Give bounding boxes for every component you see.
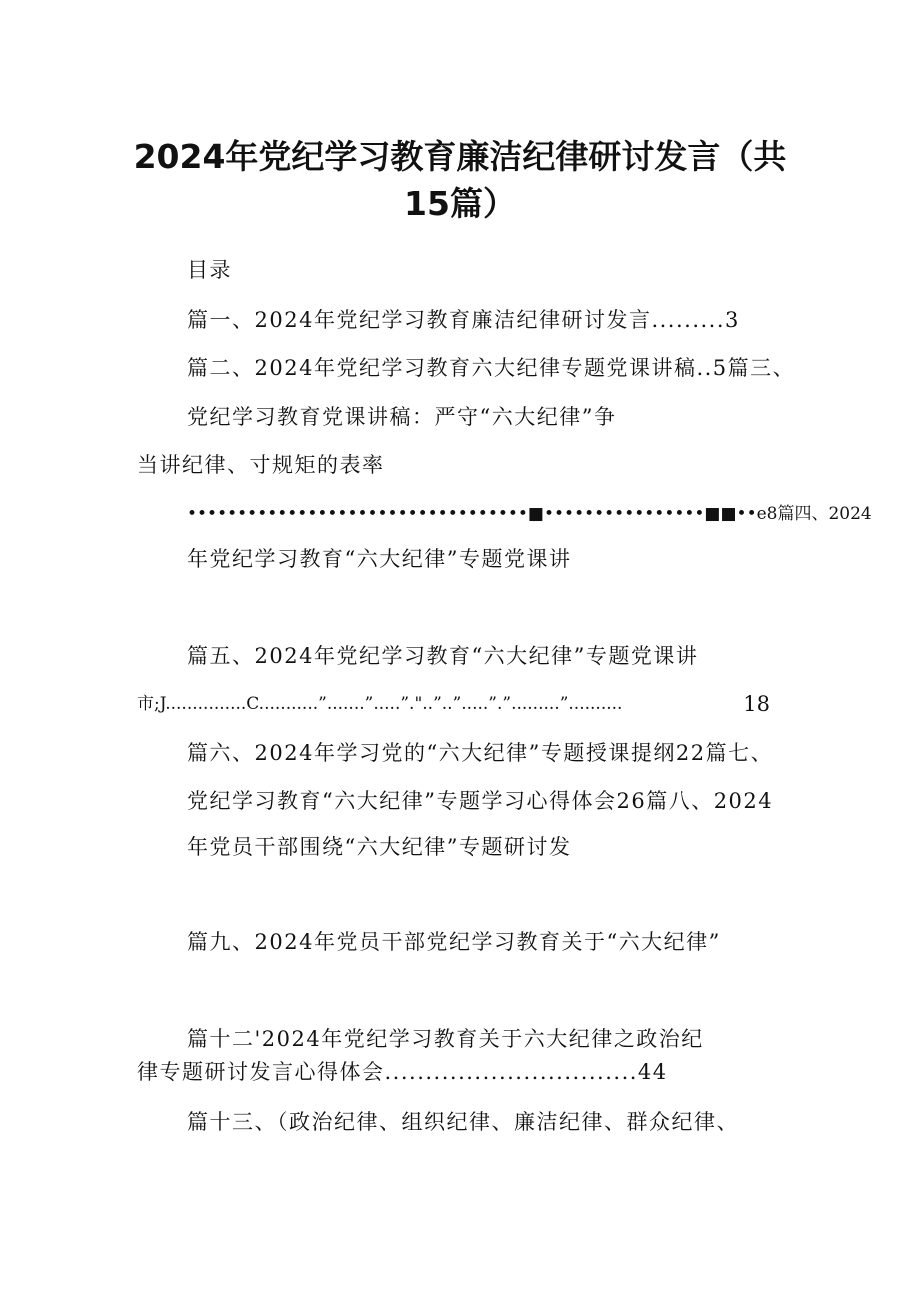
toc-entry-1: 篇一、2024年党纪学习教育廉洁纪律研讨发言.........3 (187, 308, 740, 332)
document-title-line-2: 15篇） (404, 184, 516, 223)
toc-entry-8: 年党员干部围绕“六大纪律”专题研讨发 (187, 835, 572, 859)
toc-entry-7: 党纪学习教育“六大纪律”专题学习心得体会26篇八、2024 (187, 789, 774, 813)
toc-entry-5a: 篇五、2024年党纪学习教育“六大纪律”专题党课讲 (187, 644, 699, 668)
toc-entry-13: 篇十三、（政治纪律、组织纪律、廉洁纪律、群众纪律、 (187, 1110, 739, 1134)
toc-entry-3b: 当讲纪律、寸规矩的表率 (137, 453, 385, 477)
toc-entry-9: 篇九、2024年党员干部党纪学习教育关于“六大纪律” (187, 930, 721, 954)
toc-entry-3-leader: ••••••••••••••••••••••••••••••••••■••••••••••••••••■■••e8篇四、2024 (187, 504, 872, 524)
document-title-line-1: 2024年党纪学习教育廉洁纪律研讨发言（共 (133, 137, 787, 176)
toc-entry-6: 篇六、2024年学习党的“六大纪律”专题授课提纲22篇七、 (187, 741, 774, 765)
toc-heading: 目录 (187, 258, 232, 282)
toc-entry-12a: 篇十二'2024年党纪学习教育关于六大纪律之政治纪 (187, 1027, 704, 1051)
toc-entry-5b: 市;J...............C...........”.......”.....”."..”..”.....”.”.........”.......... (137, 694, 623, 714)
toc-entry-5-page: 18 (743, 692, 770, 716)
toc-entry-2: 篇二、2024年党纪学习教育六大纪律专题党课讲稿..5篇三、 (187, 356, 796, 380)
toc-entry-4: 年党纪学习教育“六大纪律”专题党课讲 (187, 547, 572, 571)
toc-entry-3a: 党纪学习教育党课讲稿：严守“六大纪律”争 (187, 405, 617, 429)
toc-entry-12b: 律专题研讨发言心得体会...............................44 (137, 1060, 668, 1084)
